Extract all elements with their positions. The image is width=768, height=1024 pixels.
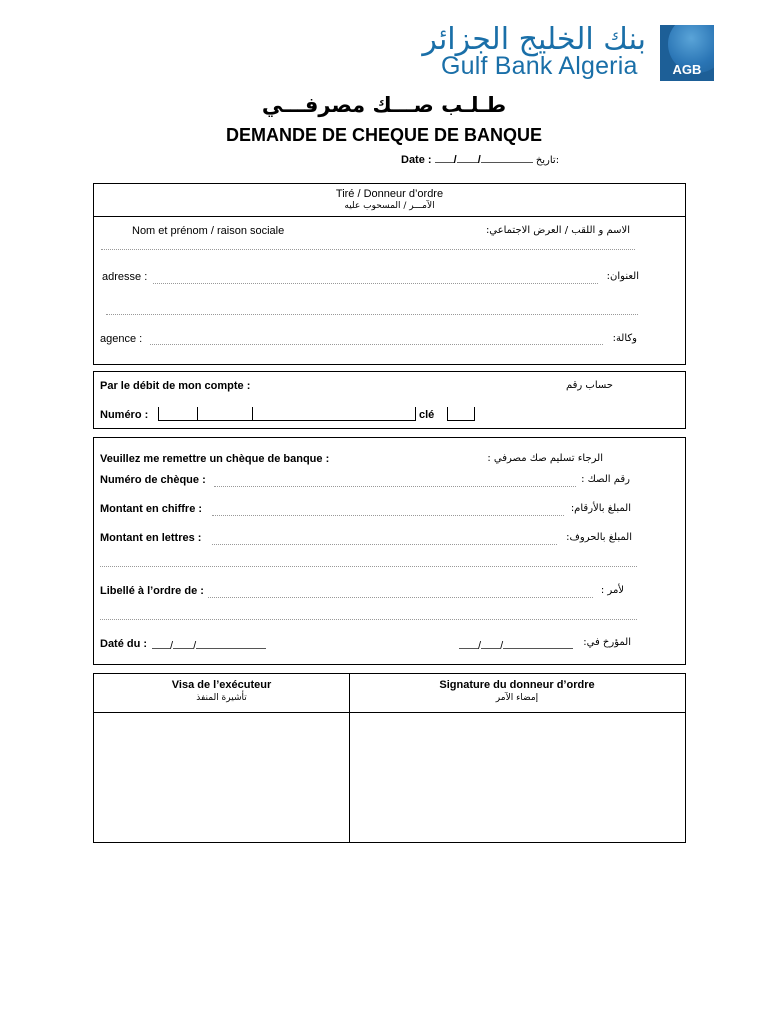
dated-field-arabic[interactable]: / / (459, 638, 573, 652)
name-label: Nom et prénom / raison sociale (132, 225, 285, 237)
name-label-arabic: الاسم و اللقب / العرض الاجتماعي: (485, 225, 630, 236)
order-field-line2[interactable] (100, 619, 637, 620)
date-label: Date : (401, 154, 432, 166)
amount-words-field[interactable] (212, 544, 557, 545)
executor-visa-label-arabic: تأشيرة المنفذ (196, 693, 247, 703)
amount-words-field-line2[interactable] (100, 566, 637, 567)
agb-logo-icon (660, 25, 714, 81)
drawer-section (93, 183, 686, 365)
form-date-row[interactable]: Date : / / تاريخ: (401, 154, 560, 166)
executor-visa-area[interactable] (94, 713, 349, 842)
page-title: DEMANDE DE CHEQUE DE BANQUE (225, 125, 543, 145)
date-label-arabic: تاريخ: (535, 155, 560, 166)
agency-label-arabic: وكالة: (612, 333, 637, 344)
bank-logo-arabic: بنك الخليج الجزائر (422, 22, 646, 57)
drawer-signature-label: Signature du donneur d’ordre (439, 679, 595, 691)
debit-label: Par le débit de mon compte : (100, 380, 251, 392)
drawer-title-arabic: الآمـــر / المسحوب عليه (344, 201, 435, 211)
bank-logo-name: Gulf Bank Algeria (441, 52, 638, 80)
drawer-signature-area[interactable] (350, 713, 685, 842)
cheque-number-label: Numéro de chèque : (100, 474, 206, 486)
amount-figures-label-arabic: المبلغ بالأرقام: (570, 503, 631, 514)
address-label-arabic: العنوان: (606, 271, 639, 282)
cheque-section (93, 437, 686, 665)
account-number-field[interactable] (158, 407, 416, 421)
address-label: adresse : (102, 271, 148, 283)
agency-label: agence : (100, 333, 143, 345)
account-number-label: Numéro : (100, 409, 149, 421)
dated-label: Daté du : (100, 638, 148, 650)
cheque-number-label-arabic: رقم الصك : (581, 474, 630, 485)
drawer-signature-label-arabic: إمضاء الآمر (495, 693, 539, 703)
drawer-title: Tiré / Donneur d’ordre (335, 188, 444, 200)
amount-figures-label: Montant en chiffre : (100, 503, 203, 515)
key-label: clé (419, 409, 435, 421)
divider (94, 216, 685, 217)
signature-table (93, 673, 686, 843)
title-arabic: طـلـب صـــك مصرفـــي (261, 93, 507, 117)
dated-field[interactable]: / / (152, 638, 266, 652)
cheque-number-field[interactable] (214, 486, 576, 487)
order-label-arabic: لأمر : (600, 585, 624, 596)
amount-words-label-arabic: المبلغ بالحروف: (566, 532, 632, 543)
dated-label-arabic: المؤرخ في: (583, 637, 631, 648)
amount-figures-field[interactable] (212, 515, 564, 516)
order-field[interactable] (208, 597, 593, 598)
request-label-arabic: الرجاء تسليم صك مصرفي : (487, 453, 603, 464)
key-field[interactable] (447, 407, 475, 421)
name-field[interactable] (101, 249, 635, 250)
agency-field[interactable] (150, 344, 603, 345)
address-field[interactable] (153, 283, 598, 284)
address-field-line2[interactable] (106, 314, 638, 315)
debit-label-arabic: حساب رقم (565, 380, 613, 391)
request-label: Veuillez me remettre un chèque de banque : (100, 453, 330, 465)
executor-visa-label: Visa de l’exécuteur (171, 679, 272, 691)
order-label: Libellé à l’ordre de : (100, 585, 204, 597)
agb-logo-text: AGB (672, 62, 702, 77)
amount-words-label: Montant en lettres : (100, 532, 202, 544)
